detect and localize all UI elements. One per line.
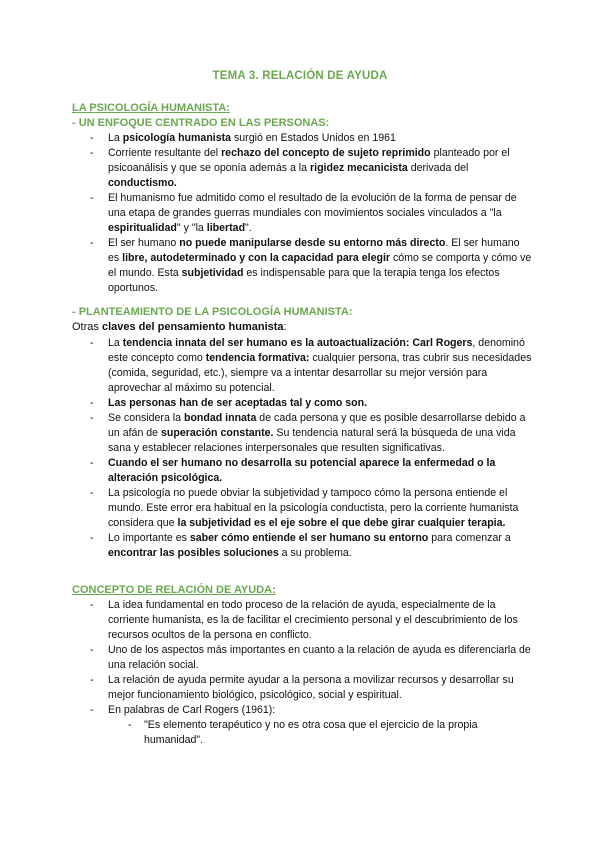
list-item [72, 531, 532, 561]
text: La [108, 132, 123, 144]
text: a su problema. [278, 547, 352, 559]
list-planteamiento [72, 336, 532, 561]
text: surgió en Estados Unidos en 1961 [231, 132, 396, 144]
section-heading-concepto: CONCEPTO DE RELACIÓN DE AYUDA: [72, 584, 276, 596]
list-item: - Uno de los aspectos más importantes en cuanto a la relación de ayuda es diferenciarla de una relación social. [72, 643, 532, 673]
bold-text: libertad [206, 222, 246, 234]
list-item [72, 396, 532, 411]
list-item [72, 411, 532, 456]
intro-claves [72, 321, 287, 333]
intro-bold: claves del pensamiento humanista [101, 321, 284, 333]
bold-text: rechazo del concepto de sujeto reprimido [221, 147, 431, 159]
bold-text: tendencia innata del ser humano es la autoactualización: Carl Rogers [122, 337, 473, 349]
text: Lo importante es [108, 532, 190, 544]
document-title: TEMA 3. RELACIÓN DE AYUDA [212, 70, 388, 82]
bold-text: tendencia formativa: [205, 352, 310, 364]
section-heading-planteamiento: - PLANTEAMIENTO DE LA PSICOLOGÍA HUMANISTA: [72, 306, 353, 318]
bold-text: Las personas han de ser aceptadas tal y como son. [108, 397, 368, 409]
list-enfoque [72, 131, 532, 296]
bold-text: saber cómo entiende el ser humano su entorno [189, 532, 429, 544]
quote-item: - "Es elemento terapéutico y no es otra cosa que el ejercicio de la propia humanidad". [108, 718, 532, 748]
bold-text: no puede manipularse desde su entorno más directo [179, 237, 446, 249]
text: para comenzar a [428, 532, 511, 544]
list-concepto [72, 598, 532, 748]
text: Su tendencia natural será la búsqueda de una vida sana y establecer relaciones interpersonales que resulten significativas. [108, 427, 516, 454]
bold-text: superación constante. [161, 427, 274, 439]
intro-prefix: Otras [72, 321, 102, 333]
bold-text: libre, autodeterminado y con la capacidad para elegir [122, 252, 391, 264]
text: " y "la [176, 222, 207, 234]
text: La psicología no puede obviar la subjetividad y tampoco cómo la persona entiende el mundo. Este error era habitual en la psicología conductista, pero la corriente humanista considera que [108, 487, 519, 529]
bold-text: conductismo. [108, 177, 177, 189]
text: cualquier persona, tras cubrir sus necesidades (comida, seguridad, etc.), siempre va a intentar desarrollar su mejor versión para aprovechar al máximo su potencial. [108, 352, 532, 394]
list-item [72, 131, 532, 146]
list-item [72, 236, 532, 296]
bold-text: rigidez mecanicista [310, 162, 408, 174]
text: cómo se comporta y cómo ve el mundo. Esta [108, 252, 532, 279]
text: . El ser humano es [108, 237, 520, 264]
text: Corriente resultante del [108, 147, 222, 159]
bold-text: bondad innata [183, 412, 257, 424]
text: La [108, 337, 123, 349]
bold-text: Cuando el ser humano no desarrolla su potencial aparece la enfermedad o la alteración psicológica. [108, 457, 496, 484]
bold-text: subjetividad [181, 267, 244, 279]
list-item [72, 486, 532, 531]
text: es indispensable para que la terapia tenga los efectos oportunos. [108, 267, 500, 294]
text: Se considera la [108, 412, 184, 424]
text: El humanismo fue admitido como el resultado de la evolución de la forma de pensar de una etapa de grandes guerras mundiales con movimientos sociales vinculados a "la [108, 192, 517, 219]
text: de cada persona y que es posible desarrollarse debido a un afán de [108, 412, 526, 439]
bold-text: la subjetividad es el eje sobre el que debe girar cualquier terapia. [177, 517, 506, 529]
text: planteado por el psicoanálisis y que se oponía además a la [108, 147, 510, 174]
list-item [72, 703, 532, 748]
list-item [72, 146, 532, 191]
intro-suffix: : [283, 321, 287, 333]
text: derivada del [407, 162, 469, 174]
text: El ser humano [108, 237, 180, 249]
list-item [72, 456, 532, 486]
list-item [72, 336, 532, 396]
list-item: - La idea fundamental en todo proceso de la relación de ayuda, especialmente de la corriente humanista, es la de facilitar el crecimiento personal y el descubrimiento de los recursos ocultos de la persona en conflicto. [72, 598, 532, 643]
list-item-text: En palabras de Carl Rogers (1961): [108, 704, 276, 716]
list-item [72, 191, 532, 236]
bold-text: espiritualidad [108, 222, 177, 234]
bold-text: psicología humanista [122, 132, 232, 144]
list-item: - La relación de ayuda permite ayudar a la persona a movilizar recursos y desarrollar su mejor funcionamiento biológico, psicológico, social y espiritual. [72, 673, 532, 703]
section-heading-psicologia-humanista: LA PSICOLOGÍA HUMANISTA: [72, 102, 230, 114]
bold-text: encontrar las posibles soluciones [108, 547, 279, 559]
text: ". [245, 222, 252, 234]
subheading-enfoque-personas: - UN ENFOQUE CENTRADO EN LAS PERSONAS: [72, 117, 330, 129]
text: , denominó este concepto como [108, 337, 525, 364]
sub-list [108, 718, 532, 748]
